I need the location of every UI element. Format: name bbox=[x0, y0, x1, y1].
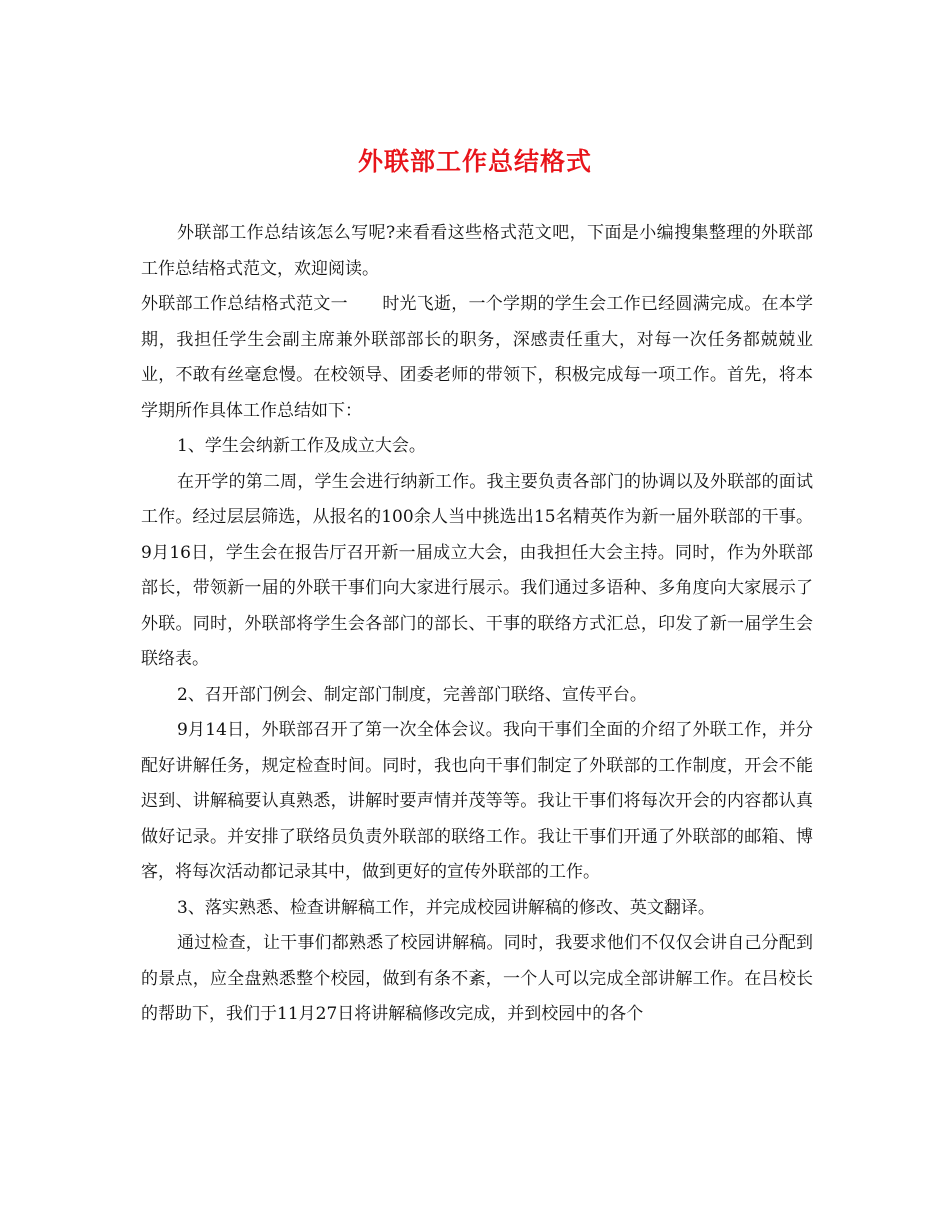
sample-one-paragraph: 外联部工作总结格式范文一 时光飞逝，一个学期的学生会工作已经圆满完成。在本学期，我担任学生会副主席兼外联部部长的职务，深感责任重大，对每一次任务都兢兢业业，不敢有丝毫怠慢。在校领导、团委老师的带领下，积极完成每一项工作。首先，将本学期所作具体工作总结如下： bbox=[141, 294, 813, 421]
document-body bbox=[141, 216, 813, 1033]
section-heading-1: 1、学生会纳新工作及成立大会。 bbox=[177, 436, 426, 456]
section-paragraph-3: 通过检查，让干事们都熟悉了校园讲解稿。同时，我要求他们不仅仅会讲自己分配到的景点，应全盘熟悉整个校园，做到有条不紊，一个人可以完成全部讲解工作。在吕校长的帮助下，我们于11月27日将讲解稿修改完成，并到校园中的各个 bbox=[141, 933, 813, 1024]
document-title: 外联部工作总结格式 bbox=[357, 147, 592, 176]
section-paragraph-1: 在开学的第二周，学生会进行纳新工作。我主要负责各部门的协调以及外联部的面试工作。经过层层筛选，从报名的100余人当中挑选出15名精英作为新一届外联部的干事。9月16日，学生会在报告厅召开新一届成立大会，由我担任大会主持。同时，作为外联部部长，带领新一届的外联干事们向大家进行展示。我们通过多语种、多角度向大家展示了外联。同时，外联部将学生会各部门的部长、干事的联络方式汇总，印发了新一届学生会联络表。 bbox=[141, 471, 813, 669]
section-heading-3: 3、落实熟悉、检查讲解稿工作，并完成校园讲解稿的修改、英文翻译。 bbox=[177, 897, 715, 918]
section-paragraph-2: 9月14日，外联部召开了第一次全体会议。我向干事们全面的介绍了外联工作，并分配好讲解任务，规定检查时间。同时，我也向干事们制定了外联部的工作制度，开会不能迟到、讲解稿要认真熟悉，讲解时要声情并茂等等。我让干事们将每次开会的内容都认真做好记录。并安排了联络员负责外联部的联络工作。我让干事们开通了外联部的邮箱、博客，将每次活动都记录其中，做到更好的宣传外联部的工作。 bbox=[141, 720, 813, 882]
intro-paragraph: 外联部工作总结该怎么写呢?来看看这些格式范文吧，下面是小编搜集整理的外联部工作总结格式范文，欢迎阅读。 bbox=[141, 223, 813, 279]
section-heading-2: 2、召开部门例会、制定部门制度，完善部门联络、宣传平台。 bbox=[177, 684, 647, 705]
